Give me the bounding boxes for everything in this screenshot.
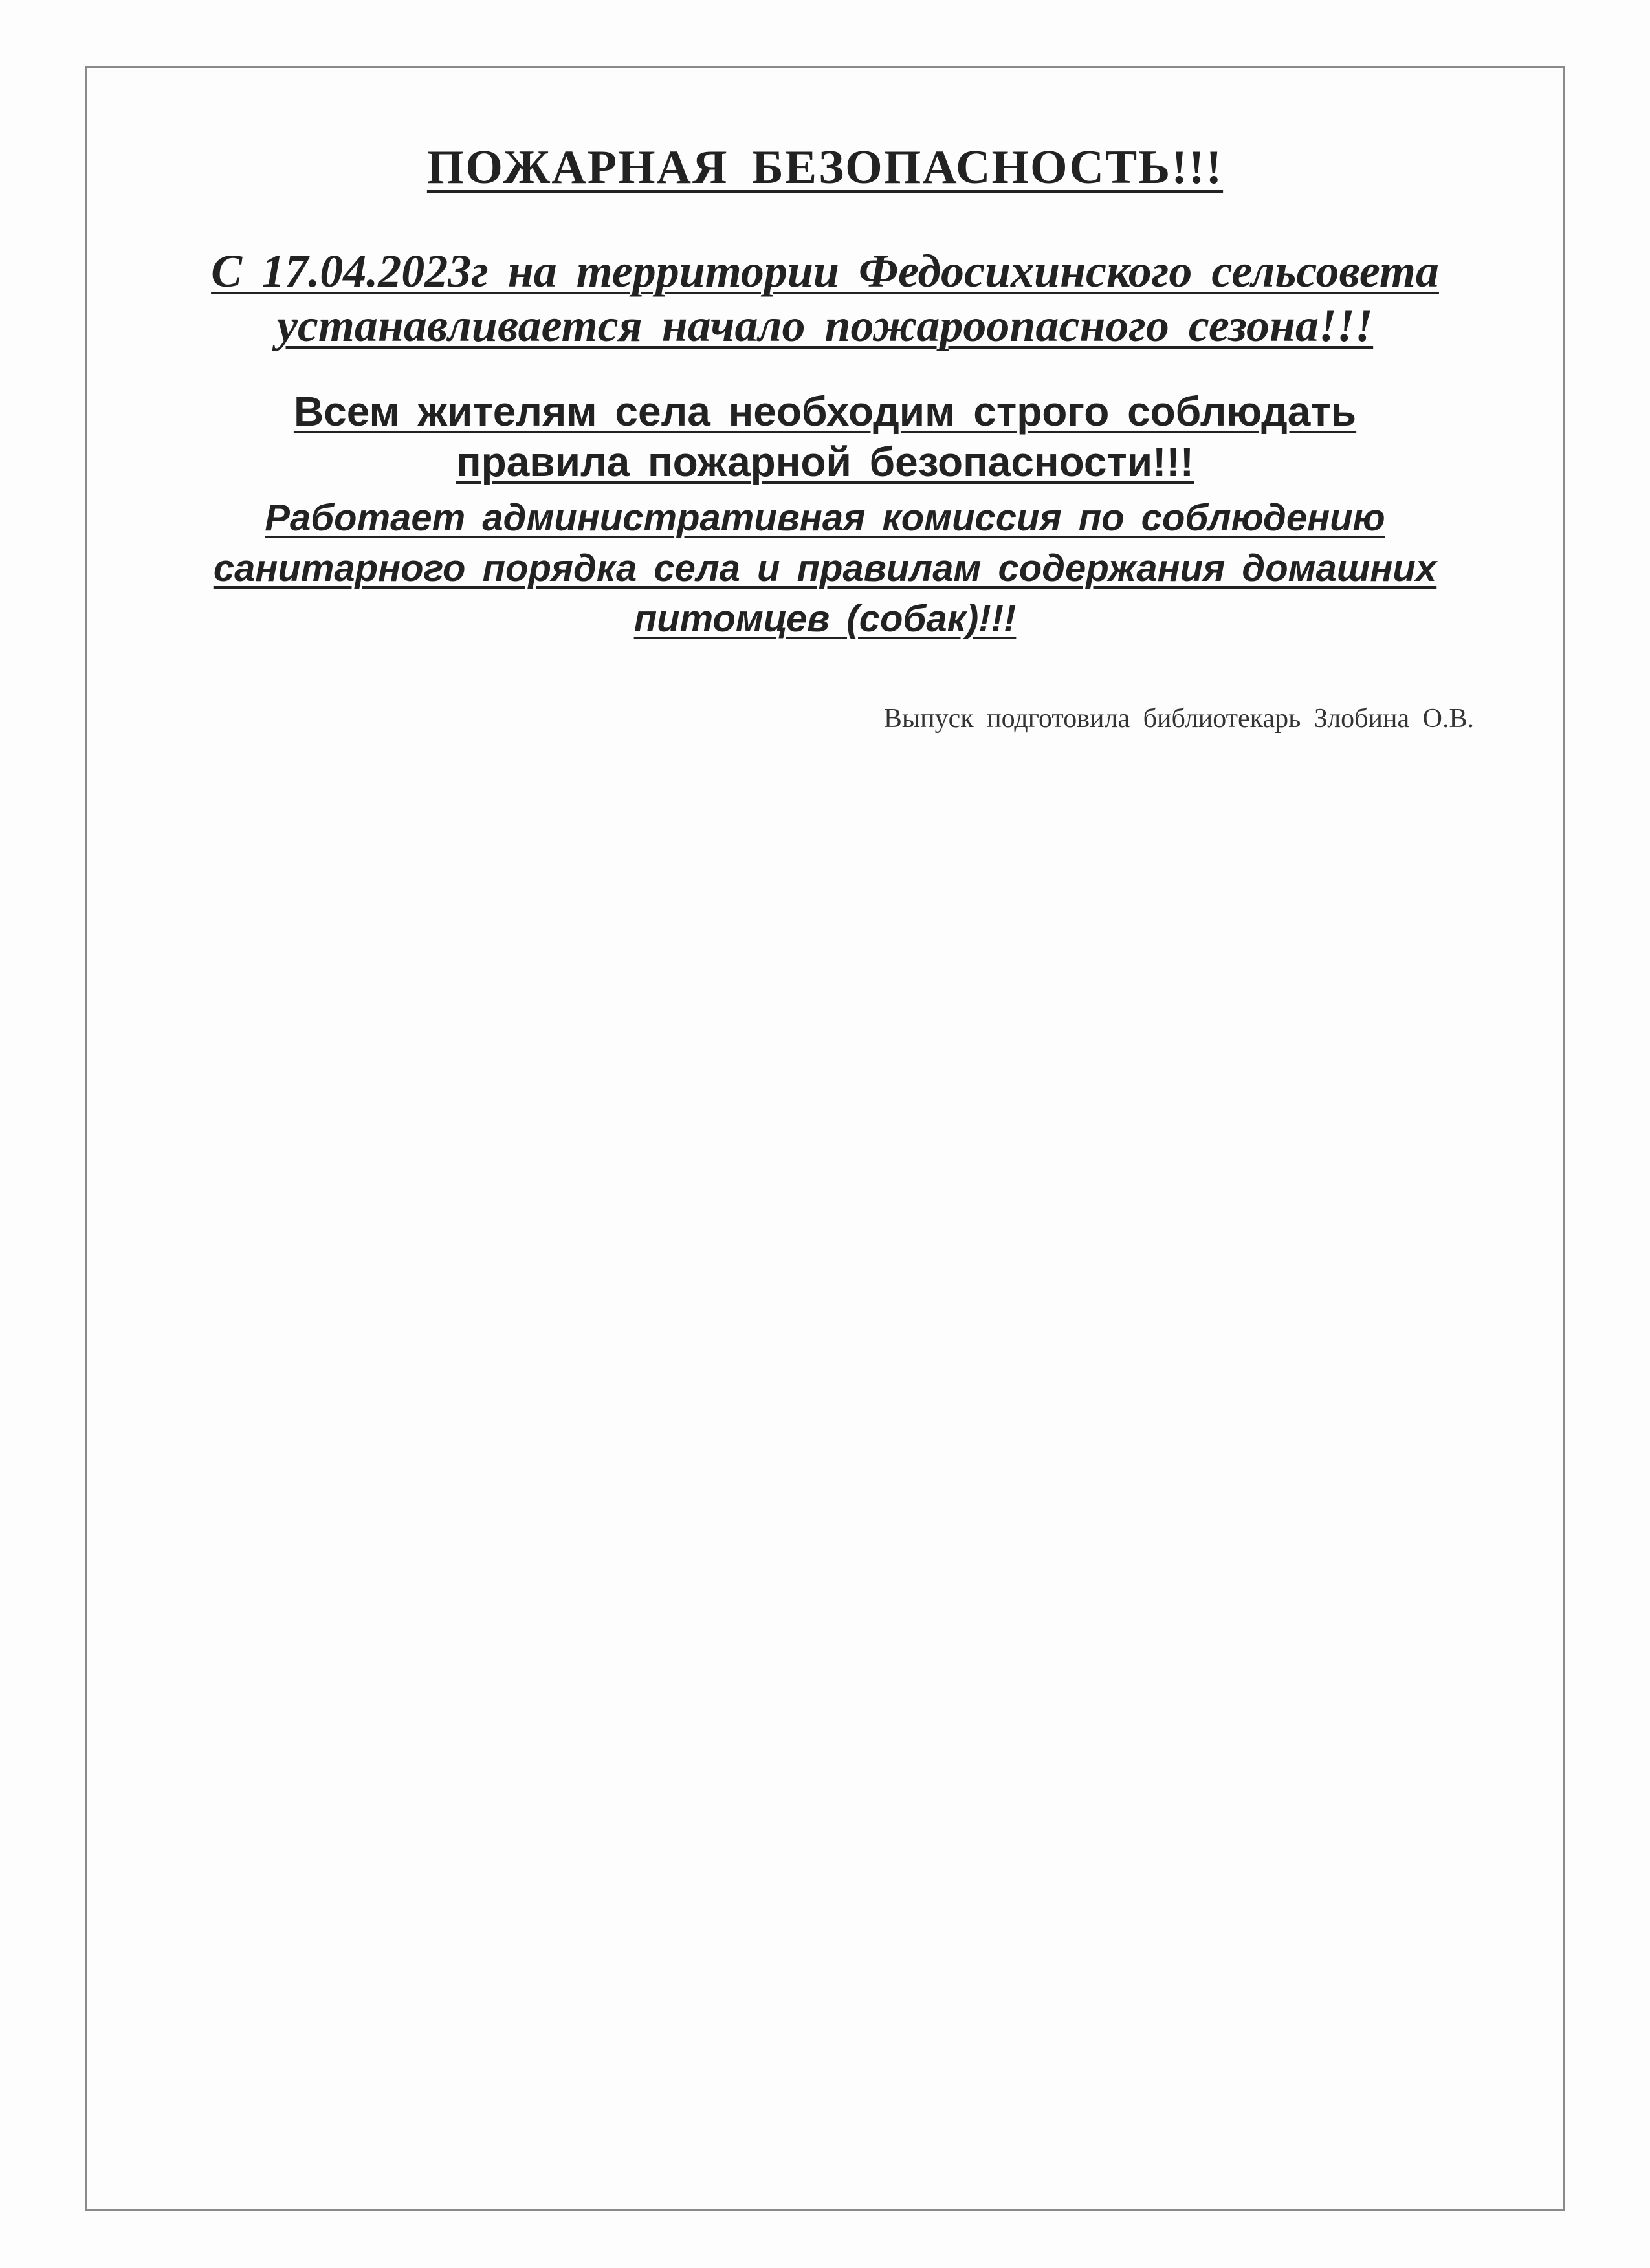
commission-line-1: Работает административная комиссия по соблюдению (265, 497, 1385, 539)
fire-season-line-2: устанавливается начало пожароопасного сезона!!! (276, 300, 1374, 351)
document-title (85, 140, 1565, 195)
residents-line-2: правила пожарной безопасности!!! (456, 439, 1194, 485)
commission-line-3: питомцев (собак)!!! (633, 598, 1017, 640)
commission-line-2: санитарного порядка села и правилам содержания домашних (213, 547, 1437, 589)
fire-season-notice (85, 244, 1565, 353)
residents-line-1: Всем жителям села необходим строго соблюдать (293, 388, 1357, 435)
commission-notice (85, 493, 1565, 644)
residents-notice (85, 386, 1565, 487)
title-text: ПОЖАРНАЯ БЕЗОПАСНОСТЬ!!! (426, 141, 1224, 194)
fire-season-line-1: С 17.04.2023г на территории Федосихинского сельсовета (211, 245, 1439, 297)
author-credit: Выпуск подготовила библиотекарь Злобина О.В. (883, 704, 1474, 734)
